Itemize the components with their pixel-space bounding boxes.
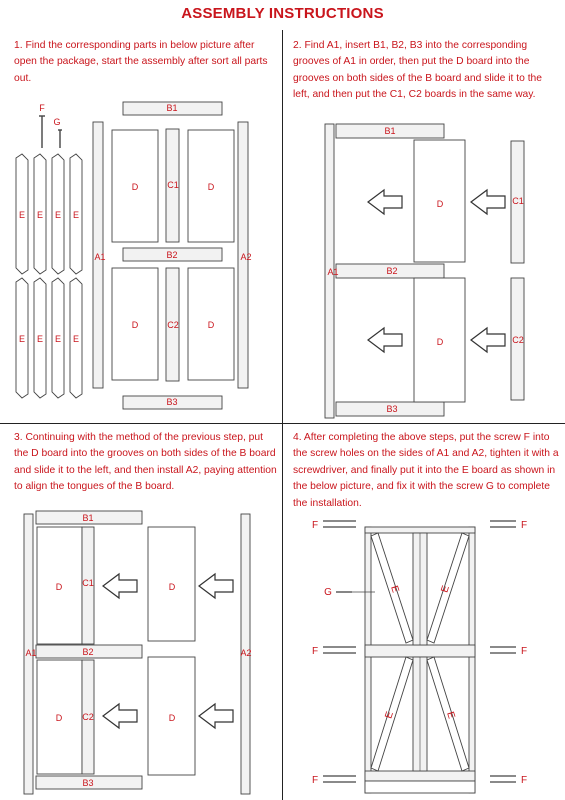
label-e: E xyxy=(383,710,396,721)
label-c2: C2 xyxy=(512,335,524,345)
label-b2: B2 xyxy=(386,266,398,276)
label-e: E xyxy=(72,334,80,344)
step-3-text: 3. Continuing with the method of the previous step, put the D board into the grooves on both sides of the B board and slide it to the left, and then install A2, paying attention to align the tongues of the B board. xyxy=(14,432,277,493)
label-c1: C1 xyxy=(82,578,94,588)
label-f: F xyxy=(311,646,319,657)
label-b3: B3 xyxy=(166,397,178,407)
arrow-left-icon xyxy=(103,574,137,598)
arrow-left-icon xyxy=(199,704,233,728)
label-a1: A1 xyxy=(94,252,106,262)
label-f: F xyxy=(520,775,528,786)
label-e: E xyxy=(54,334,62,344)
label-d: D xyxy=(168,582,176,592)
a1-rail xyxy=(365,527,371,793)
label-e: E xyxy=(72,210,80,220)
arrow-left-icon xyxy=(199,574,233,598)
b2-rail xyxy=(365,645,475,657)
label-c2: C2 xyxy=(167,320,179,330)
label-b2: B2 xyxy=(166,250,178,260)
arrow-left-icon xyxy=(368,190,402,214)
label-b3: B3 xyxy=(82,778,94,788)
label-e: E xyxy=(36,334,44,344)
label-a1: A1 xyxy=(25,648,37,658)
b1-rail xyxy=(365,527,475,533)
label-d: D xyxy=(131,320,139,330)
label-a2: A2 xyxy=(240,648,252,658)
b3-rail xyxy=(365,771,475,781)
label-b2: B2 xyxy=(82,647,94,657)
label-b1: B1 xyxy=(82,513,94,523)
label-e: E xyxy=(388,584,401,595)
label-e: E xyxy=(18,210,26,220)
label-b1: B1 xyxy=(166,103,178,113)
label-c1: C1 xyxy=(512,196,524,206)
label-a1: A1 xyxy=(327,267,339,277)
label-e: E xyxy=(36,210,44,220)
label-b1: B1 xyxy=(384,126,396,136)
label-d: D xyxy=(55,582,63,592)
label-f: F xyxy=(311,775,319,786)
label-b3: B3 xyxy=(386,404,398,414)
label-e: E xyxy=(444,710,457,721)
label-f: F xyxy=(39,103,45,113)
label-f: F xyxy=(311,520,319,531)
step-2-diagram xyxy=(325,124,524,418)
label-d: D xyxy=(436,199,444,209)
label-d: D xyxy=(207,182,215,192)
label-a2: A2 xyxy=(240,252,252,262)
label-d: D xyxy=(55,713,63,723)
label-e: E xyxy=(54,210,62,220)
label-d: D xyxy=(207,320,215,330)
a2-rail xyxy=(469,527,475,793)
arrow-left-icon xyxy=(471,328,505,352)
label-c1: C1 xyxy=(167,180,179,190)
label-f: F xyxy=(520,520,528,531)
arrow-left-icon xyxy=(368,328,402,352)
arrow-left-icon xyxy=(103,704,137,728)
label-f: F xyxy=(520,646,528,657)
step-1-diagram xyxy=(16,102,252,409)
step-3-diagram xyxy=(24,511,252,794)
label-e: E xyxy=(18,334,26,344)
label-c2: C2 xyxy=(82,712,94,722)
step-1-text: 1. Find the corresponding parts in below picture after open the package, start the assembly after sort all parts out. xyxy=(14,40,268,84)
step-4-diagram xyxy=(312,520,527,793)
label-d: D xyxy=(436,337,444,347)
label-g: G xyxy=(53,117,61,127)
label-e: E xyxy=(439,584,452,595)
label-d: D xyxy=(131,182,139,192)
step-2-text: 2. Find A1, insert B1, B2, B3 into the corresponding grooves of A1 in order, then put the D board into the grooves on both sides of the B board and slide it to the left, and then put the C1, C2 boards in the same way. xyxy=(293,40,543,101)
label-g: G xyxy=(324,587,332,598)
arrow-left-icon xyxy=(471,190,505,214)
page-title: ASSEMBLY INSTRUCTIONS xyxy=(181,5,384,22)
step-4-text: 4. After completing the above steps, put the screw F into the screw holes on the sides of A1 and A2, tighten it with a screwdriver, and finally put it into the E board as shown in the below picture, and fix it with the screw G to complete the installation. xyxy=(293,432,559,509)
label-d: D xyxy=(168,713,176,723)
